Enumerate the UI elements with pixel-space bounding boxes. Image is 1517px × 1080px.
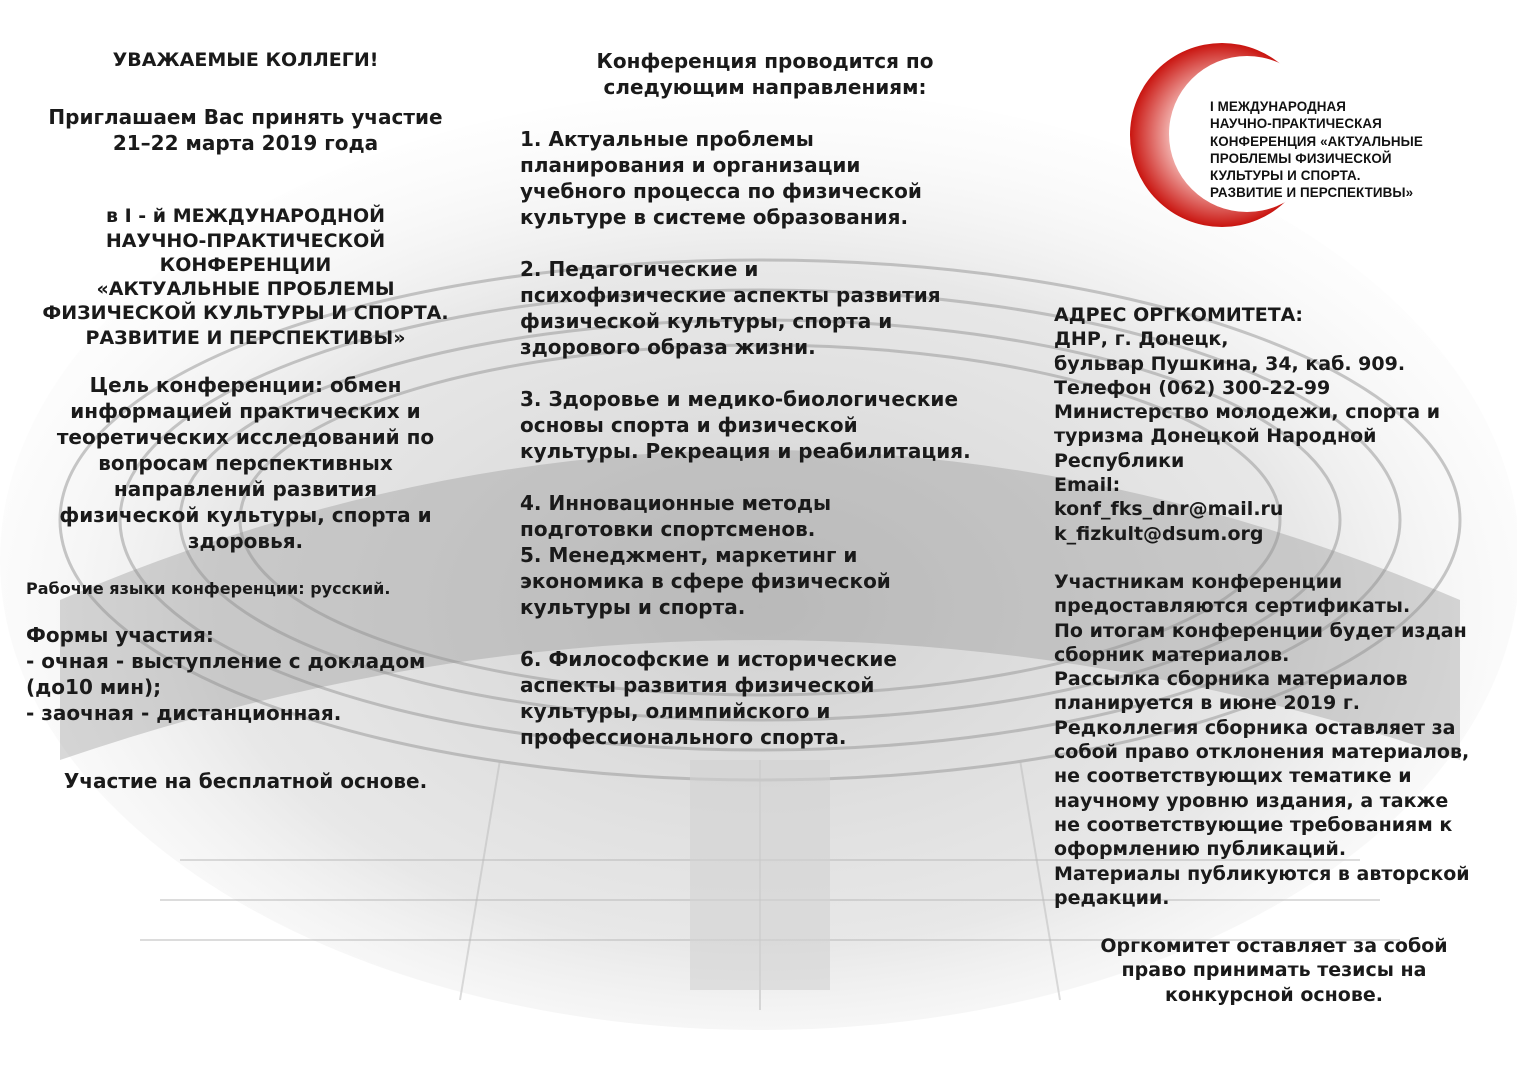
- address-line: бульвар Пушкина, 34, каб. 909.: [1054, 352, 1406, 375]
- right-column: [1054, 303, 1504, 1007]
- info-line: Материалы публикуются в авторской: [1054, 862, 1470, 885]
- goal-line: физической культуры, спорта и: [59, 503, 432, 528]
- working-languages: Рабочие языки конференции: русский.: [26, 579, 391, 599]
- direction-line: культуры, олимпийского и: [520, 699, 831, 723]
- logo-line: КУЛЬТУРЫ И СПОРТА.: [1210, 168, 1361, 184]
- invitation-line: Приглашаем Вас принять участие: [48, 105, 443, 130]
- address-line: ДНР, г. Донецк,: [1054, 328, 1229, 351]
- forms-line: (до10 мин);: [26, 675, 162, 700]
- invitation: [18, 104, 473, 156]
- info-line: собой право отклонения материалов,: [1054, 741, 1470, 764]
- conference-title: [18, 204, 473, 350]
- middle-column: [520, 48, 1020, 750]
- direction-item-5: [520, 542, 1020, 620]
- conference-title-line: «АКТУАЛЬНЫЕ ПРОБЛЕМЫ: [96, 278, 395, 301]
- logo-line: I МЕЖДУНАРОДНАЯ: [1210, 99, 1347, 114]
- direction-line: культуры. Рекреация и реабилитация.: [520, 439, 971, 463]
- direction-line: 5. Менеджмент, маркетинг и: [520, 543, 858, 567]
- logo-line: КОНФЕРЕНЦИЯ «АКТУАЛЬНЫЕ: [1210, 133, 1423, 149]
- participant-info: [1054, 570, 1504, 910]
- info-line: редакции.: [1054, 886, 1170, 909]
- conference-title-line: РАЗВИТИЕ И ПЕРСПЕКТИВЫ»: [85, 326, 406, 349]
- logo-line: ПРОБЛЕМЫ ФИЗИЧЕСКОЙ: [1210, 150, 1392, 166]
- direction-line: культуры и спорта.: [520, 595, 746, 619]
- directions-heading-line: Конференция проводится по: [596, 49, 934, 73]
- info-line: не соответствующих тематике и: [1054, 765, 1412, 788]
- address-heading: АДРЕС ОРГКОМИТЕТА:: [1054, 304, 1303, 326]
- left-column: [18, 48, 473, 794]
- closing-line: Оргкомитет оставляет за собой: [1100, 935, 1448, 958]
- direction-line: культуре в системе образования.: [520, 205, 909, 229]
- info-line: научному уровню издания, а также: [1054, 789, 1449, 812]
- info-line: Редколлегия сборника оставляет за: [1054, 716, 1456, 739]
- conference-title-line: НАУЧНО-ПРАКТИЧЕСКОЙ: [105, 229, 386, 252]
- info-line: По итогам конференции будет издан: [1054, 619, 1467, 642]
- conference-title-line: КОНФЕРЕНЦИИ: [159, 253, 332, 276]
- participation-forms: [26, 622, 473, 726]
- goal-line: здоровья.: [187, 529, 304, 554]
- direction-line: здорового образа жизни.: [520, 335, 816, 359]
- info-line: не соответствующие требованиям к: [1054, 813, 1453, 836]
- direction-line: основы спорта и физической: [520, 413, 858, 437]
- direction-item-4: [520, 490, 1020, 542]
- direction-line: планирования и организации: [520, 153, 861, 177]
- direction-line: 2. Педагогические и: [520, 257, 759, 281]
- goal-line: направлений развития: [113, 477, 378, 502]
- direction-item-6: [520, 646, 1020, 750]
- info-line: сборник материалов.: [1054, 643, 1290, 666]
- forms-line: Формы участия:: [26, 623, 214, 648]
- info-line: Рассылка сборника материалов: [1054, 668, 1408, 691]
- forms-line: - заочная - дистанционная.: [26, 701, 342, 726]
- phone-line: Телефон (062) 300-22-99: [1054, 376, 1331, 399]
- closing-line: право принимать тезисы на: [1121, 959, 1427, 982]
- greeting-heading: УВАЖАЕМЫЕ КОЛЛЕГИ!: [112, 49, 379, 71]
- goal-line: теоретических исследований по: [56, 425, 435, 450]
- email-address: k_fizkult@dsum.org: [1054, 522, 1264, 545]
- direction-line: физической культуры, спорта и: [520, 309, 893, 333]
- closing-note: [1054, 934, 1494, 1007]
- logo-line: РАЗВИТИЕ И ПЕРСПЕКТИВЫ»: [1210, 185, 1414, 201]
- goal-line: вопросам перспективных: [98, 451, 393, 476]
- conference-title-line: ФИЗИЧЕСКОЙ КУЛЬТУРЫ И СПОРТА.: [42, 302, 449, 325]
- directions-heading-line: следующим направлениям:: [603, 75, 927, 99]
- direction-line: 3. Здоровье и медико-биологические: [520, 387, 959, 411]
- direction-item-3: [520, 386, 1020, 464]
- direction-item-2: [520, 256, 1020, 360]
- direction-line: аспекты развития физической: [520, 673, 875, 697]
- direction-line: учебного процесса по физической: [520, 179, 922, 203]
- email-address: konf_fks_dnr@mail.ru: [1054, 498, 1284, 521]
- ministry-line: Министерство молодежи, спорта и: [1054, 401, 1441, 424]
- directions-heading: [520, 48, 1010, 100]
- info-line: Участникам конференции: [1054, 570, 1343, 593]
- direction-line: экономика в сфере физической: [520, 569, 891, 593]
- goal-line: Цель конференции: обмен: [89, 373, 402, 398]
- direction-line: подготовки спортсменов.: [520, 517, 816, 541]
- info-line: предоставляются сертификаты.: [1054, 595, 1411, 618]
- info-line: оформлению публикаций.: [1054, 838, 1347, 861]
- email-label: Email:: [1054, 474, 1121, 497]
- forms-line: - очная - выступление с докладом: [26, 649, 426, 674]
- closing-line: конкурсной основе.: [1165, 983, 1383, 1006]
- direction-line: 4. Инновационные методы: [520, 491, 832, 515]
- direction-item-1: [520, 126, 1020, 230]
- invitation-date: 21–22 марта 2019 года: [112, 131, 379, 156]
- ministry-line: туризма Донецкой Народной: [1054, 425, 1377, 448]
- free-participation: Участие на бесплатной основе.: [63, 769, 428, 794]
- direction-line: психофизические аспекты развития: [520, 283, 941, 307]
- logo-title: [1210, 98, 1450, 202]
- ministry-line: Республики: [1054, 449, 1185, 472]
- direction-line: 1. Актуальные проблемы: [520, 127, 814, 151]
- direction-line: 6. Философские и исторические: [520, 647, 897, 671]
- conference-title-line: в I - й МЕЖДУНАРОДНОЙ: [105, 205, 386, 228]
- organizing-committee-address: [1054, 303, 1504, 546]
- conference-goal: [18, 372, 473, 554]
- direction-line: профессионального спорта.: [520, 725, 847, 749]
- logo-line: НАУЧНО-ПРАКТИЧЕСКАЯ: [1210, 116, 1382, 132]
- goal-line: информацией практических и: [70, 399, 421, 424]
- info-line: планируется в июне 2019 г.: [1054, 692, 1360, 715]
